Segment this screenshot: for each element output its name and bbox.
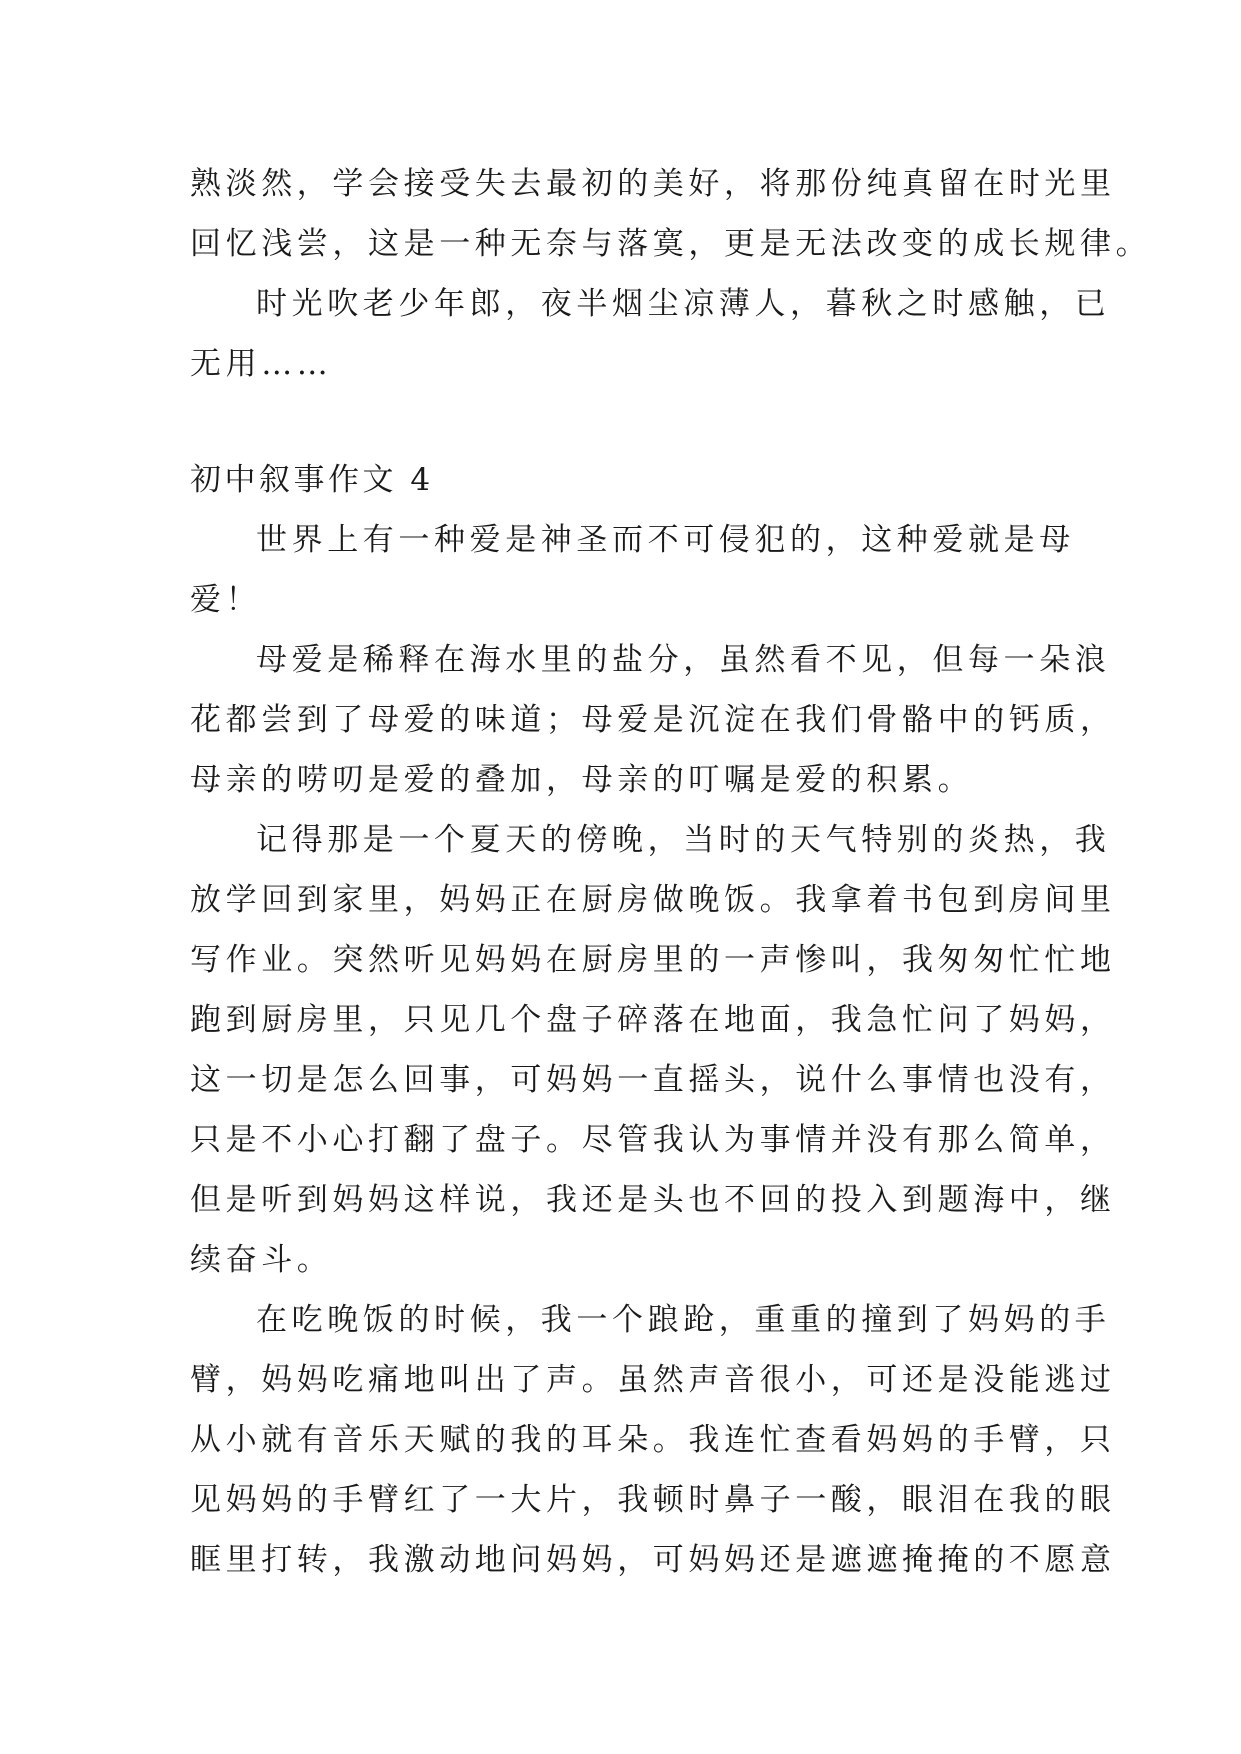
text-line: 世界上有一种爱是神圣而不可侵犯的，这种爱就是母 xyxy=(256,522,1075,558)
text-line: 眶里打转，我激动地问妈妈，可妈妈还是遮遮掩掩的不愿意 xyxy=(190,1542,1116,1578)
paragraph-3 xyxy=(190,810,1116,1290)
text-line: 母爱是稀释在海水里的盐分，虽然看不见，但每一朵浪 xyxy=(256,642,1111,678)
text-line: 无用…… xyxy=(190,346,333,382)
text-line: 跑到厨房里，只见几个盘子碎落在地面，我急忙问了妈妈， xyxy=(190,1002,1116,1038)
paragraph-1 xyxy=(190,510,1075,630)
text-line: 母亲的唠叨是爱的叠加，母亲的叮嘱是爱的积累。 xyxy=(190,762,974,798)
text-line: 只是不小心打翻了盘子。尽管我认为事情并没有那么简单， xyxy=(190,1122,1116,1158)
text-line: 这一切是怎么回事，可妈妈一直摇头，说什么事情也没有， xyxy=(190,1062,1116,1098)
text-line: 熟淡然，学会接受失去最初的美好，将那份纯真留在时光里 xyxy=(190,166,1116,202)
text-line: 写作业。突然听见妈妈在厨房里的一声惨叫，我匆匆忙忙地 xyxy=(190,942,1116,978)
text-line: 但是听到妈妈这样说，我还是头也不回的投入到题海中，继 xyxy=(190,1182,1116,1218)
text-line: 回忆浅尝，这是一种无奈与落寞，更是无法改变的成长规律。 xyxy=(190,226,1152,262)
text-line: 见妈妈的手臂红了一大片，我顿时鼻子一酸，眼泪在我的眼 xyxy=(190,1482,1116,1518)
text-line: 花都尝到了母爱的味道；母爱是沉淀在我们骨骼中的钙质， xyxy=(190,702,1116,738)
paragraph-2 xyxy=(190,630,1116,810)
closing-paragraph xyxy=(190,274,1111,394)
text-line: 放学回到家里，妈妈正在厨房做晚饭。我拿着书包到房间里 xyxy=(190,882,1116,918)
section-gap xyxy=(190,394,1056,450)
document-page xyxy=(190,154,1152,1590)
text-line: 臂，妈妈吃痛地叫出了声。虽然声音很小，可还是没能逃过 xyxy=(190,1362,1116,1398)
continuation-paragraph xyxy=(190,154,1152,274)
text-line: 爱！ xyxy=(190,582,262,618)
text-line: 续奋斗。 xyxy=(190,1242,333,1278)
text-line: 记得那是一个夏天的傍晚，当时的天气特别的炎热，我 xyxy=(256,822,1111,858)
section-title: 初中叙事作文 4 xyxy=(190,462,434,498)
text-line: 从小就有音乐天赋的我的耳朵。我连忙查看妈妈的手臂，只 xyxy=(190,1422,1116,1458)
text-line: 时光吹老少年郎，夜半烟尘凉薄人，暮秋之时感触，已 xyxy=(256,286,1111,322)
text-line: 在吃晚饭的时候，我一个踉跄，重重的撞到了妈妈的手 xyxy=(256,1302,1111,1338)
paragraph-4 xyxy=(190,1290,1116,1590)
